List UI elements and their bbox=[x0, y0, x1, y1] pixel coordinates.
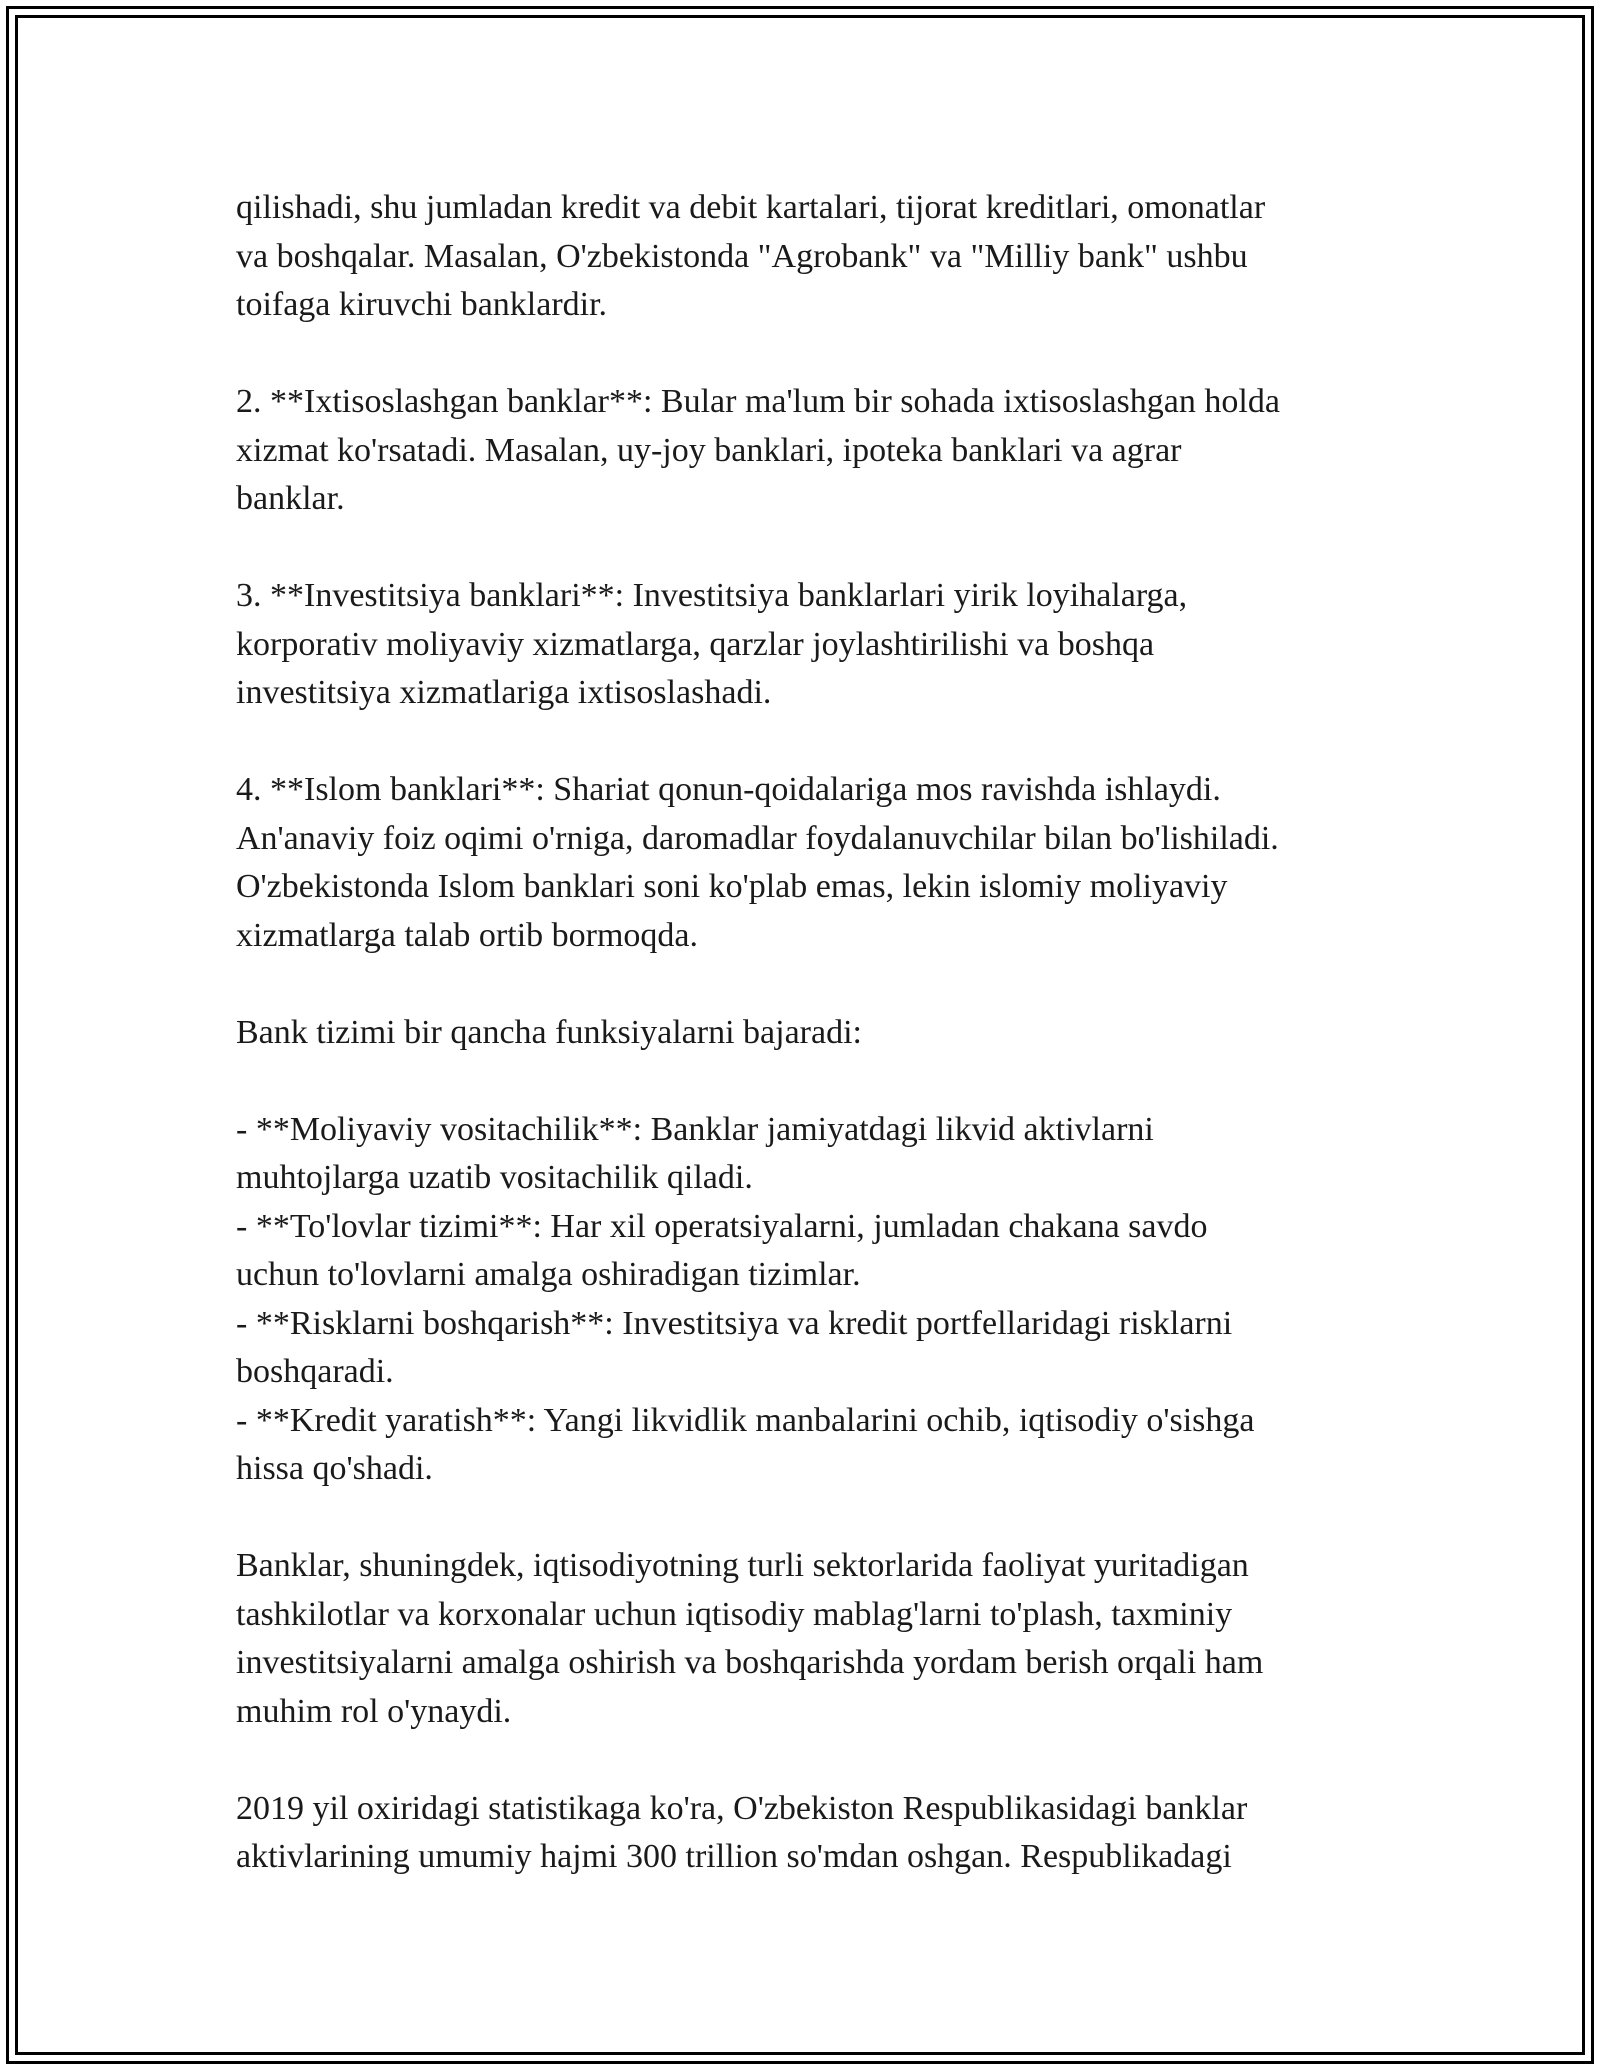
text-line: va boshqalar. Masalan, O'zbekistonda "Agrobank" va "Milliy bank" ushbu bbox=[236, 237, 1248, 275]
paragraph-gap bbox=[236, 718, 1366, 767]
text-line: investitsiyalarni amalga oshirish va boshqarishda yordam berish orqali ham bbox=[236, 1644, 1264, 1681]
text-line: 4. **Islom banklari**: Shariat qonun-qoidalariga mos ravishda ishlaydi. bbox=[236, 771, 1221, 808]
text-line: An'anaviy foiz oqimi o'rniga, daromadlar foydalanuvchilar bilan bo'lishiladi. bbox=[236, 819, 1279, 857]
text-line: - **Kredit yaratish**: Yangi likvidlik manbalarini ochib, iqtisodiy o'sishga bbox=[236, 1401, 1255, 1439]
text-line: banklar. bbox=[236, 480, 345, 517]
text-line: korporativ moliyaviy xizmatlarga, qarzlar joylashtirilishi va boshqa bbox=[236, 625, 1155, 663]
paragraph-gap bbox=[236, 1736, 1366, 1785]
text-line: - **To'lovlar tizimi**: Har xil operatsiyalarni, jumladan chakana savdo bbox=[236, 1207, 1208, 1245]
paragraph-gap bbox=[236, 1494, 1366, 1543]
paragraph-gap bbox=[236, 524, 1366, 573]
text-line: muhtojlarga uzatib vositachilik qiladi. bbox=[236, 1159, 753, 1196]
text-line: Bank tizimi bir qancha funksiyalarni bajaradi: bbox=[236, 1013, 862, 1051]
text-line: qilishadi, shu jumladan kredit va debit kartalari, tijorat kreditlari, omonatlar bbox=[236, 189, 1266, 226]
text-line: 3. **Investitsiya banklari**: Investitsiya banklarlari yirik loyihalarga, bbox=[236, 577, 1188, 614]
document-body bbox=[236, 184, 1366, 1882]
text-line: Banklar, shuningdek, iqtisodiyotning turli sektorlarida faoliyat yuritadigan bbox=[236, 1547, 1249, 1584]
text-line: 2019 yil oxiridagi statistikaga ko'ra, O'zbekiston Respublikasidagi banklar bbox=[236, 1789, 1248, 1827]
text-line: tashkilotlar va korxonalar uchun iqtisodiy mablag'larni to'plash, taxminiy bbox=[236, 1595, 1233, 1633]
text-line: - **Risklarni boshqarish**: Investitsiya va kredit portfellaridagi risklarni bbox=[236, 1304, 1233, 1342]
paragraph-gap bbox=[236, 330, 1366, 379]
text-line: 2. **Ixtisoslashgan banklar**: Bular ma'lum bir sohada ixtisoslashgan holda bbox=[236, 383, 1280, 420]
text-line: O'zbekistonda Islom banklari soni ko'plab emas, lekin islomiy moliyaviy bbox=[236, 868, 1228, 905]
text-line: aktivlarining umumiy hajmi 300 trillion so'mdan oshgan. Respublikadagi bbox=[236, 1838, 1232, 1875]
text-line: xizmat ko'rsatadi. Masalan, uy-joy banklari, ipoteka banklari va agrar bbox=[236, 431, 1182, 469]
text-line: muhim rol o'ynaydi. bbox=[236, 1692, 512, 1730]
text-line: xizmatlarga talab ortib bormoqda. bbox=[236, 916, 699, 954]
text-line: investitsiya xizmatlariga ixtisoslashadi. bbox=[236, 674, 772, 711]
text-line: - **Moliyaviy vositachilik**: Banklar jamiyatdagi likvid aktivlarni bbox=[236, 1110, 1154, 1148]
text-line: toifaga kiruvchi banklardir. bbox=[236, 286, 608, 323]
text-line: boshqaradi. bbox=[236, 1353, 394, 1390]
paragraph-gap bbox=[236, 1057, 1366, 1106]
text-line: hissa qo'shadi. bbox=[236, 1450, 433, 1487]
text-line: uchun to'lovlarni amalga oshiradigan tizimlar. bbox=[236, 1256, 861, 1293]
paragraph-gap bbox=[236, 960, 1366, 1009]
